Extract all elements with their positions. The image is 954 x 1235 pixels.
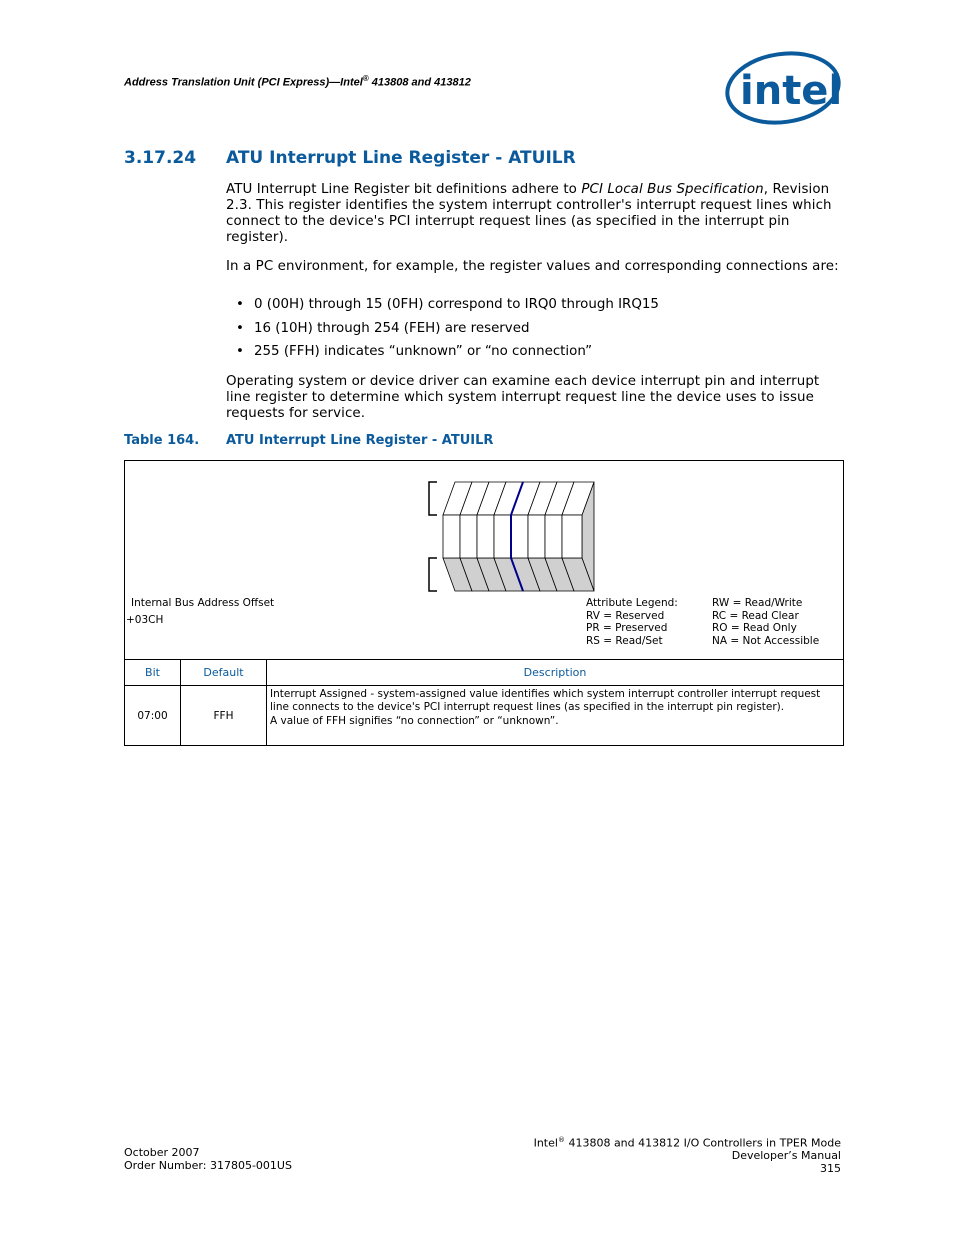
list-item: • 255 (FFH) indicates “unknown” or “no connection” [226,344,841,368]
footer-right [534,1134,841,1175]
footer-left [124,1147,292,1172]
section-title: ATU Interrupt Line Register - ATUILR [226,148,576,168]
cell-description [267,686,844,746]
section-number: 3.17.24 [124,148,197,168]
header-default: Default [181,660,267,686]
table-row [125,686,844,746]
footer-manual: Developer’s Manual [731,1149,841,1163]
paragraph-pc-env: In a PC environment, for example, the register values and corresponding connections are: [226,259,839,274]
svg-text:intel: intel [740,68,842,114]
register-bit-diagram [425,479,600,595]
description-note: A value of FFH signifies “no connection” or “unknown”. [270,715,559,728]
bullet-list [226,297,841,368]
list-item: • 0 (00H) through 15 (0FH) correspond to IRQ0 through IRQ15 [226,297,841,321]
intel-logo [724,50,842,128]
footer-product: Intel® 413808 and 413812 I/O Controllers in TPER Mode [533,1136,841,1150]
page-number: 315 [820,1161,841,1175]
cell-bit: 07:00 [125,686,181,746]
description-text: Interrupt Assigned - system-assigned value identifies which system interrupt controller interrupt request line connects to the device's PCI interrupt request lines (as specified in the interrupt pin register). [270,688,821,713]
legend-item: RC = Read Clear [712,609,799,622]
legend-title: Attribute Legend: [586,597,678,609]
legend-right [712,597,819,647]
legend-item: PR = Preserved [586,622,668,634]
register-diagram-box [124,460,844,660]
paragraph-intro: ATU Interrupt Line Register bit definitions adhere to PCI Local Bus Specification, Revision 2.3. This register identifies the system interrupt controller's interrupt request lines which connect to the device's PCI interrupt request lines (as specified in the interrupt pin register). [226,182,832,245]
table-caption-title: ATU Interrupt Line Register - ATUILR [226,433,494,448]
footer-order-number: Order Number: 317805-001US [124,1158,292,1172]
running-header: Address Translation Unit (PCI Express)—Intel® 413808 and 413812 [124,74,471,89]
table-header-row [125,660,844,686]
bit-definition-table [124,659,844,746]
header-description: Description [267,660,844,686]
table-caption-number: Table 164. [124,433,200,448]
list-item: • 16 (10H) through 254 (FEH) are reserved [226,321,841,345]
paragraph-os-driver: Operating system or device driver can examine each device interrupt pin and interrupt line register to determine which system interrupt request line the device uses to issue requests for service. [226,374,820,421]
offset-label: Internal Bus Address Offset [131,597,275,609]
header-bit: Bit [125,660,181,686]
legend-left [586,597,678,647]
cell-default: FFH [181,686,267,746]
legend-item: NA = Not Accessible [712,634,820,647]
legend-item: RS = Read/Set [586,634,663,647]
legend-item: RO = Read Only [712,622,797,634]
footer-date: October 2007 [124,1146,200,1159]
legend-item: RW = Read/Write [712,597,803,609]
legend-item: RV = Reserved [586,609,665,622]
offset-value: +03CH [126,614,164,626]
